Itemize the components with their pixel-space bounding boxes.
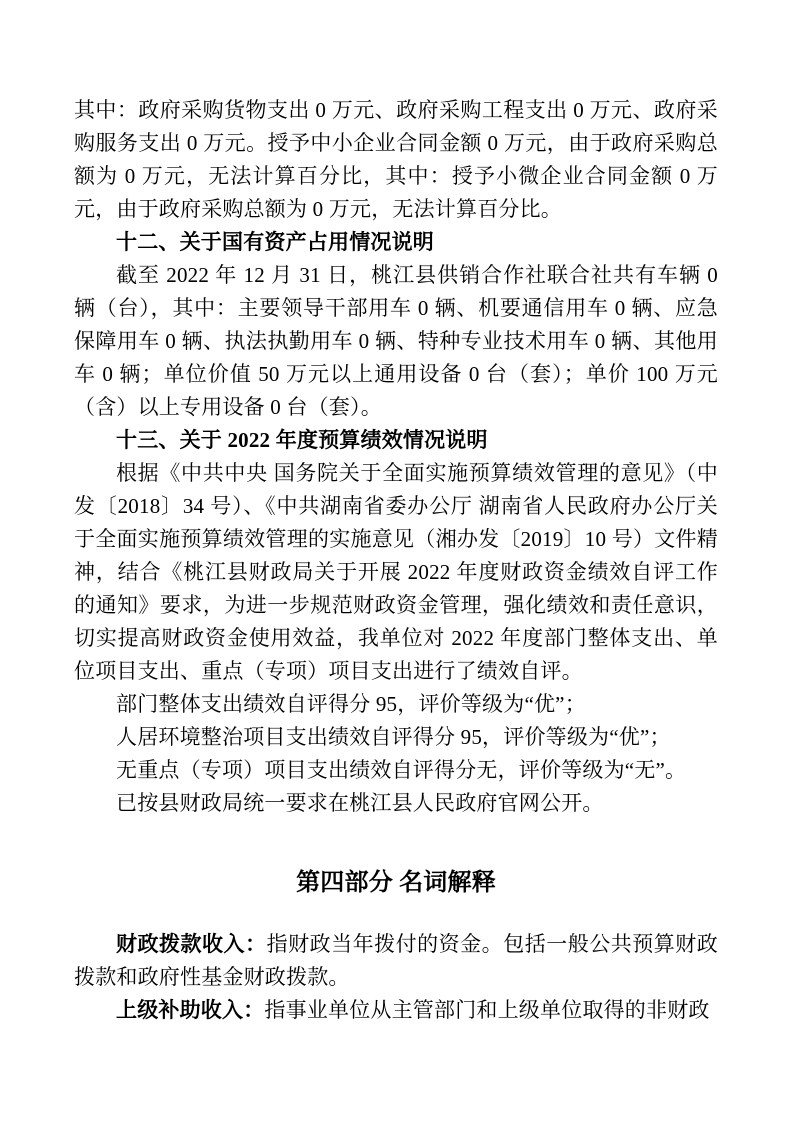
glossary-item-superior-subsidy-income	[74, 994, 718, 1027]
paragraph-public-disclosure: 已按县财政局统一要求在桃江县人民政府官网公开。	[116, 791, 604, 815]
glossary-item-fiscal-appropriation-income	[74, 928, 718, 994]
paragraph-project-score: 人居环境整治项目支出绩效自评得分 95，评价等级为“优”；	[116, 725, 671, 749]
paragraph-performance-self-evaluation: 根据《中共中央 国务院关于全面实施预算绩效管理的意见》（中发〔2018〕34 号）、《中共湖南省委办公厅 湖南省人民政府办公厅关于全面实施预算绩效管理的实施意见（湘办发〔2019〕10 号）文件精神，结合《桃江县财政局关于开展 2022 年度财政资金绩效自评工作的通知》要求，为进一步规范财政资金管理，强化绩效和责任意识，切实提高财政资金使用效益，我单位对 2022 年度部门整体支出、单位项目支出、重点（专项）项目支出进行了绩效自评。	[74, 461, 718, 683]
glossary-definition-superior-subsidy: 指事业单位从主管部门和上级单位取得的非财政	[264, 998, 710, 1022]
part4-title-glossary: 第四部分 名词解释	[296, 870, 496, 896]
paragraph-department-score: 部门整体支出绩效自评得分 95，评价等级为“优”；	[116, 692, 586, 716]
section-heading-13-budget-performance: 十三、关于 2022 年度预算绩效情况说明	[116, 428, 488, 452]
paragraph-procurement-continuation: 其中：政府采购货物支出 0 万元、政府采购工程支出 0 万元、政府采购服务支出 0 万元。授予中小企业合同金额 0 万元，由于政府采购总额为 0 万元，无法计算百分比，其中：授予小微企业合同金额 0 万元，由于政府采购总额为 0 万元，无法计算百分比。	[74, 98, 718, 221]
section-heading-12-state-assets: 十二、关于国有资产占用情况说明	[116, 230, 434, 254]
paragraph-state-assets-detail: 截至 2022 年 12 月 31 日，桃江县供销合作社联合社共有车辆 0 辆（台），其中：主要领导干部用车 0 辆、机要通信用车 0 辆、应急保障用车 0 辆、执法执勤用车 0 辆、特种专业技术用车 0 辆、其他用车 0 辆；单位价值 50 万元以上通用设备 0 台（套）；单价 100 万元（含）以上专用设备 0 台（套）。	[74, 263, 718, 419]
glossary-term-superior-subsidy: 上级补助收入：	[116, 998, 265, 1022]
paragraph-key-project-score: 无重点（专项）项目支出绩效自评得分无，评价等级为“无”。	[116, 758, 687, 782]
page-content	[74, 94, 718, 1027]
glossary-term-fiscal-appropriation: 财政拨款收入：	[116, 932, 267, 956]
glossary-definition-fiscal-appropriation: 指财政当年拨付的资金。包括一般公共预算财政拨款和政府性基金财政拨款。	[74, 932, 718, 989]
